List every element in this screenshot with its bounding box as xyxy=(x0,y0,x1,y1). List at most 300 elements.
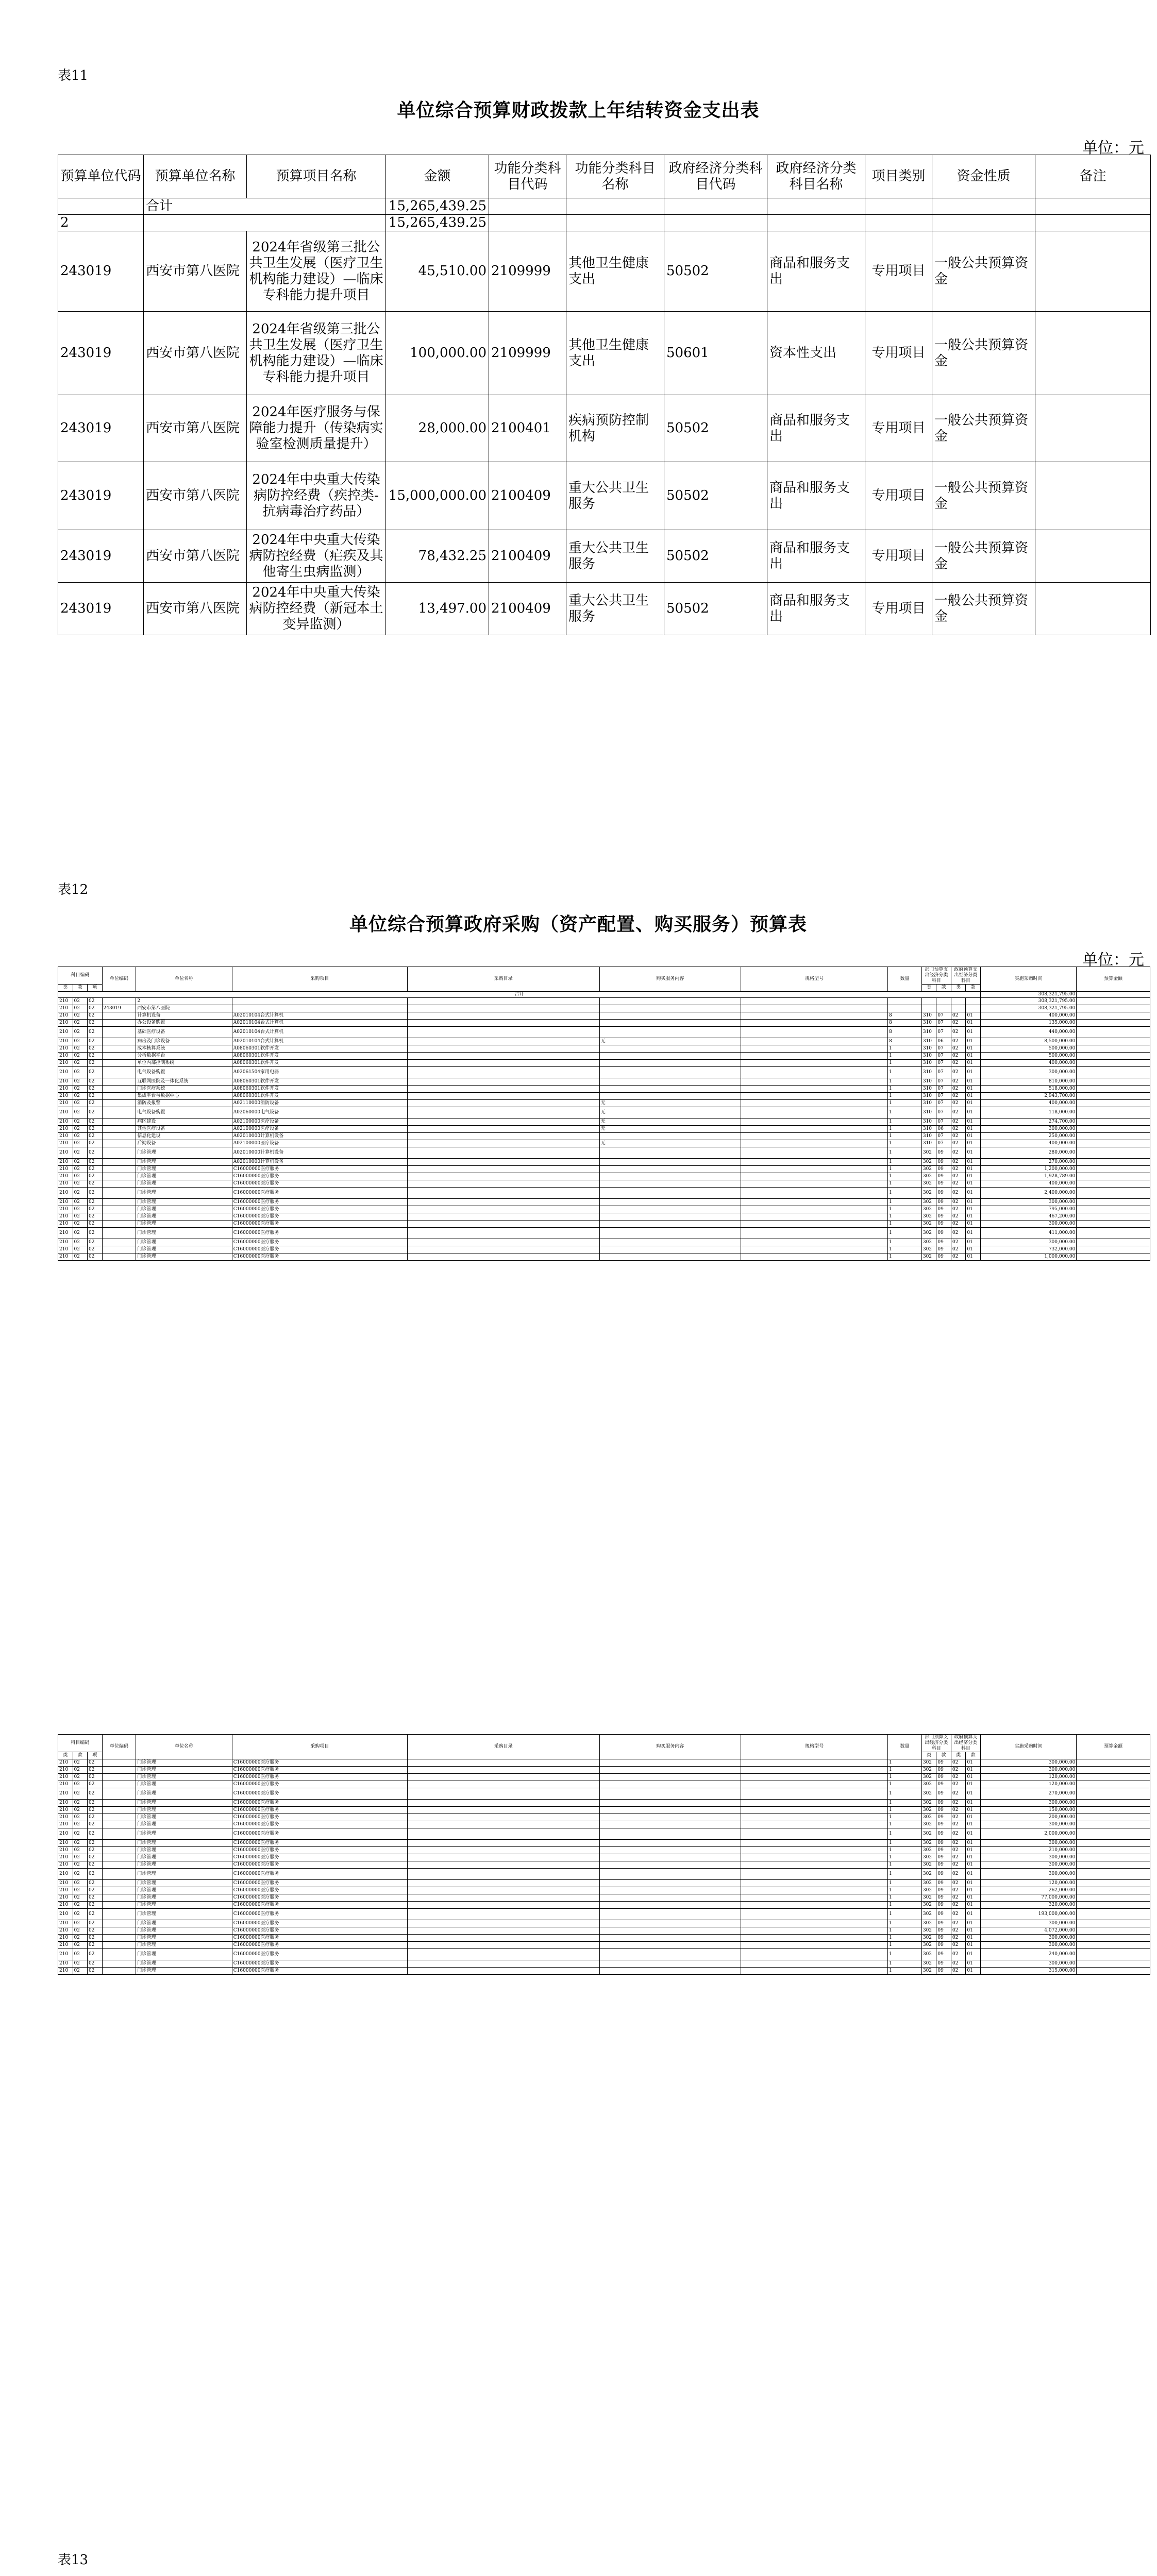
cell: 02 xyxy=(951,1942,966,1949)
cell: 01 xyxy=(966,1038,981,1045)
cell xyxy=(599,1086,741,1093)
table-row xyxy=(58,1012,1150,1020)
cell: 1 xyxy=(888,1199,922,1206)
cell xyxy=(102,1166,136,1173)
cell: 1 xyxy=(888,1086,922,1093)
cell-ecode: 50502 xyxy=(664,583,767,635)
cell: 01 xyxy=(966,1968,981,1975)
cell xyxy=(102,1100,136,1107)
cell: 02 xyxy=(73,1206,88,1213)
cell xyxy=(1077,1788,1150,1800)
cell: 后勤设备 xyxy=(136,1140,232,1147)
cell: 210 xyxy=(58,1942,73,1949)
cell xyxy=(951,998,966,1005)
total-row xyxy=(58,992,1150,998)
cell: 09 xyxy=(936,1774,951,1781)
cell: 810,000.00 xyxy=(980,1078,1076,1086)
cell: 210 xyxy=(58,1199,73,1206)
cell xyxy=(966,1005,981,1012)
cell-fcode: 2100401 xyxy=(489,395,566,462)
cell: 02 xyxy=(73,1902,88,1909)
cell: 09 xyxy=(936,1902,951,1909)
cell xyxy=(741,1927,887,1935)
cell xyxy=(102,1894,136,1902)
cell: 310 xyxy=(921,1027,936,1038)
cell xyxy=(102,1253,136,1261)
cell: 302 xyxy=(921,1206,936,1213)
cell: 300,000.00 xyxy=(980,1126,1076,1133)
cell: 1 xyxy=(888,1180,922,1188)
cell: 02 xyxy=(88,1180,103,1188)
summary-code: 2 xyxy=(58,215,144,231)
cell: 302 xyxy=(921,1781,936,1788)
cell: 300,000.00 xyxy=(980,1821,1076,1828)
cell xyxy=(102,1159,136,1166)
cell-ename: 商品和服务支出 xyxy=(767,231,865,312)
cell-amount: 15,000,000.00 xyxy=(386,462,489,530)
cell: 门诊管理 xyxy=(136,1199,232,1206)
cell: 500,000.00 xyxy=(980,1053,1076,1060)
cell: A08060301软件开发 xyxy=(232,1045,407,1053)
cell xyxy=(599,1199,741,1206)
cell xyxy=(1077,1909,1150,1920)
empty-cell xyxy=(932,198,1035,215)
cell xyxy=(1077,1180,1150,1188)
cell-fund: 一般公共预算资金 xyxy=(932,395,1035,462)
t12-h-lei: 类 xyxy=(951,1752,966,1759)
cell xyxy=(102,1854,136,1861)
cell: 02 xyxy=(88,1767,103,1774)
cell: 02 xyxy=(88,1807,103,1814)
cell: 02 xyxy=(73,1173,88,1180)
cell xyxy=(1077,1781,1150,1788)
cell: 09 xyxy=(936,1869,951,1880)
cell xyxy=(599,1221,741,1228)
cell xyxy=(407,1093,599,1100)
cell xyxy=(1077,1045,1150,1053)
cell: 02 xyxy=(951,1246,966,1253)
cell: 门诊管理 xyxy=(136,1239,232,1246)
cell: 02 xyxy=(73,1935,88,1942)
cell: 302 xyxy=(921,1147,936,1159)
cell: 302 xyxy=(921,1759,936,1767)
cell: 302 xyxy=(921,1188,936,1199)
cell: 02 xyxy=(88,1887,103,1894)
t12-h-time: 实施采购时间 xyxy=(980,967,1076,992)
cell xyxy=(102,1880,136,1887)
cell: 310 xyxy=(921,1140,936,1147)
table-row xyxy=(58,1920,1150,1927)
t12-h-kuan: 款 xyxy=(966,985,981,992)
cell: 门诊管理 xyxy=(136,1909,232,1920)
t12-h-time: 实施采购时间 xyxy=(980,1735,1076,1759)
cell xyxy=(407,1067,599,1078)
cell: 门诊管理 xyxy=(136,1920,232,1927)
cell: 02 xyxy=(951,1093,966,1100)
t12-h-kuan: 款 xyxy=(73,985,88,992)
cell: A08060301软件开发 xyxy=(232,1060,407,1067)
table-row xyxy=(58,1126,1150,1133)
cell: 210 xyxy=(58,1221,73,1228)
cell: 01 xyxy=(966,1159,981,1166)
t12-h-catalog: 采购目录 xyxy=(407,1735,599,1759)
cell: 01 xyxy=(966,1869,981,1880)
cell: 02 xyxy=(951,1012,966,1020)
cell: C16000000医疗服务 xyxy=(232,1902,407,1909)
cell: 01 xyxy=(966,1847,981,1854)
cell xyxy=(741,1949,887,1960)
table-12-label: 表12 xyxy=(58,882,89,897)
cell: 302 xyxy=(921,1253,936,1261)
cell: 01 xyxy=(966,1012,981,1020)
cell-ecode: 50502 xyxy=(664,395,767,462)
cell: C16000000医疗服务 xyxy=(232,1960,407,1968)
cell: 302 xyxy=(921,1173,936,1180)
t12-h-xiang: 项 xyxy=(88,985,103,992)
cell-fund: 一般公共预算资金 xyxy=(932,530,1035,583)
cell: 210 xyxy=(58,1107,73,1118)
t12-h-project: 采购项目 xyxy=(232,1735,407,1759)
cell-ecode: 50502 xyxy=(664,231,767,312)
cell: 07 xyxy=(936,1067,951,1078)
cell xyxy=(741,1821,887,1828)
cell: 09 xyxy=(936,1821,951,1828)
cell xyxy=(741,1067,887,1078)
cell: 02 xyxy=(951,1078,966,1086)
cell: 02 xyxy=(88,1840,103,1847)
cell: 02 xyxy=(951,1847,966,1854)
cell xyxy=(599,1902,741,1909)
cell: 01 xyxy=(966,1960,981,1968)
cell: 300,000.00 xyxy=(980,1199,1076,1206)
cell: 09 xyxy=(936,1909,951,1920)
cell: 07 xyxy=(936,1053,951,1060)
cell: 01 xyxy=(966,1949,981,1960)
cell xyxy=(407,1147,599,1159)
cell xyxy=(407,1206,599,1213)
cell xyxy=(1077,1107,1150,1118)
cell: 02 xyxy=(951,1968,966,1975)
cell: 02 xyxy=(951,1188,966,1199)
cell: 02 xyxy=(88,1027,103,1038)
cell: 02 xyxy=(73,1894,88,1902)
table-row xyxy=(58,1188,1150,1199)
cell: 09 xyxy=(936,1213,951,1221)
cell xyxy=(102,1759,136,1767)
cell: 210 xyxy=(58,1118,73,1126)
cell: 01 xyxy=(966,1894,981,1902)
cell: 1 xyxy=(888,1173,922,1180)
table-row xyxy=(58,1133,1150,1140)
cell xyxy=(741,1206,887,1213)
cell: 302 xyxy=(921,1821,936,1828)
cell: 310 xyxy=(921,1086,936,1093)
cell-project: 2024年中央重大传染病防控经费（疟疾及其他寄生虫病监测） xyxy=(247,530,386,583)
cell: C16000000医疗服务 xyxy=(232,1828,407,1840)
cell: 300,000.00 xyxy=(980,1067,1076,1078)
cell xyxy=(102,1840,136,1847)
cell: 07 xyxy=(936,1086,951,1093)
cell: 02 xyxy=(951,1774,966,1781)
t12-h-unit_code: 单位编码 xyxy=(102,967,136,992)
cell-ecode: 50502 xyxy=(664,530,767,583)
cell: 01 xyxy=(966,1887,981,1894)
t12-h-sub_b: 政府预算支出经济分类科目 xyxy=(951,967,980,985)
t12-h-xiang: 项 xyxy=(88,1752,103,1759)
cell: 302 xyxy=(921,1800,936,1807)
cell: 302 xyxy=(921,1909,936,1920)
cell: C16000000医疗服务 xyxy=(232,1920,407,1927)
cell xyxy=(741,1239,887,1246)
cell: 无 xyxy=(599,1100,741,1107)
cell xyxy=(407,1807,599,1814)
cell: 02 xyxy=(88,1078,103,1086)
table-row xyxy=(58,395,1151,462)
cell: 01 xyxy=(966,1027,981,1038)
cell: 210 xyxy=(58,1759,73,1767)
cell: 210 xyxy=(58,1100,73,1107)
cell: 210 xyxy=(58,1027,73,1038)
cell: 302 xyxy=(921,1960,936,1968)
empty-cell xyxy=(566,215,664,231)
cell: 02 xyxy=(951,1206,966,1213)
cell xyxy=(741,1246,887,1253)
table-row xyxy=(58,1093,1150,1100)
cell: 门诊管理 xyxy=(136,1960,232,1968)
cell: C16000000医疗服务 xyxy=(232,1173,407,1180)
cell: 09 xyxy=(936,1927,951,1935)
cell: 02 xyxy=(88,1814,103,1821)
cell: 07 xyxy=(936,1133,951,1140)
table-row xyxy=(58,1045,1150,1053)
cell xyxy=(1077,1927,1150,1935)
cell: 01 xyxy=(966,1854,981,1861)
cell: 06 xyxy=(936,1038,951,1045)
cell: 01 xyxy=(966,1228,981,1239)
cell xyxy=(102,1147,136,1159)
cell: 02 xyxy=(73,1199,88,1206)
cell-note xyxy=(1035,395,1151,462)
cell: 门诊管理 xyxy=(136,1173,232,1180)
cell: 02 xyxy=(951,1781,966,1788)
cell: 02 xyxy=(951,1027,966,1038)
table-11-label: 表11 xyxy=(58,68,89,83)
cell: 门诊管理 xyxy=(136,1759,232,1767)
cell: A08060301软件开发 xyxy=(232,1086,407,1093)
cell xyxy=(407,1126,599,1133)
cell xyxy=(1077,1093,1150,1100)
cell: 病区建设 xyxy=(136,1118,232,1126)
cell: 02 xyxy=(73,1847,88,1854)
cell xyxy=(102,1221,136,1228)
cell: 02 xyxy=(951,1821,966,1828)
cell xyxy=(407,1166,599,1173)
cell: 门诊管理 xyxy=(136,1935,232,1942)
cell xyxy=(102,1814,136,1821)
cell: 01 xyxy=(966,1140,981,1147)
cell xyxy=(407,1814,599,1821)
cell xyxy=(407,1012,599,1020)
cell: 02 xyxy=(88,1821,103,1828)
cell xyxy=(102,1199,136,1206)
cell: 门诊管理 xyxy=(136,1807,232,1814)
cell: 310 xyxy=(921,1118,936,1126)
cell: 02 xyxy=(73,1045,88,1053)
cell: 210 xyxy=(58,1180,73,1188)
cell xyxy=(1077,1086,1150,1093)
cell: 310 xyxy=(921,1012,936,1020)
cell: 4,072,000.00 xyxy=(980,1927,1076,1935)
cell xyxy=(741,1759,887,1767)
cell-fcode: 2109999 xyxy=(489,312,566,395)
cell: 门诊管理 xyxy=(136,1861,232,1869)
cell: 02 xyxy=(951,1869,966,1880)
cell-amount: 100,000.00 xyxy=(386,312,489,395)
cell xyxy=(1077,1140,1150,1147)
cell xyxy=(599,1147,741,1159)
cell xyxy=(407,1078,599,1086)
cell xyxy=(599,1053,741,1060)
t12-h-subject: 科目编码 xyxy=(58,967,103,985)
cell xyxy=(741,1828,887,1840)
cell xyxy=(102,998,136,1005)
cell xyxy=(1077,1118,1150,1126)
cell: 门诊管理 xyxy=(136,1949,232,1960)
cell xyxy=(102,1781,136,1788)
header-row xyxy=(58,967,1150,985)
cell xyxy=(741,1774,887,1781)
cell: 795,000.00 xyxy=(980,1206,1076,1213)
table-row xyxy=(58,1788,1150,1800)
cell: 07 xyxy=(936,1045,951,1053)
cell: 210 xyxy=(58,1894,73,1902)
cell: 210 xyxy=(58,1206,73,1213)
cell: 01 xyxy=(966,1253,981,1261)
cell: 210 xyxy=(58,1038,73,1045)
cell: C16000000医疗服务 xyxy=(232,1840,407,1847)
cell: 118,000.00 xyxy=(980,1107,1076,1118)
cell: 门诊管理 xyxy=(136,1228,232,1239)
t12-h-amount: 预算金额 xyxy=(1077,967,1150,992)
cell-unit: 西安市第八医院 xyxy=(144,462,247,530)
cell: 09 xyxy=(936,1935,951,1942)
cell xyxy=(1077,1968,1150,1975)
cell: 02 xyxy=(88,1909,103,1920)
cell: 1 xyxy=(888,1767,922,1774)
cell: 210 xyxy=(58,1774,73,1781)
cell xyxy=(1077,1188,1150,1199)
cell-code: 243019 xyxy=(58,462,144,530)
cell xyxy=(1077,1800,1150,1807)
cell xyxy=(599,1173,741,1180)
cell: 01 xyxy=(966,1909,981,1920)
cell: 02 xyxy=(951,1800,966,1807)
cell: 门诊管理 xyxy=(136,1781,232,1788)
cell xyxy=(102,1206,136,1213)
cell: 1 xyxy=(888,1894,922,1902)
header-econ-code: 政府经济分类科目代码 xyxy=(664,155,767,198)
cell: C16000000医疗服务 xyxy=(232,1869,407,1880)
cell xyxy=(741,1173,887,1180)
cell xyxy=(599,1180,741,1188)
cell: C16000000医疗服务 xyxy=(232,1206,407,1213)
cell xyxy=(407,1133,599,1140)
cell: 01 xyxy=(966,1880,981,1887)
table-row xyxy=(58,1213,1150,1221)
cell: 07 xyxy=(936,1020,951,1027)
cell: C16000000医疗服务 xyxy=(232,1880,407,1887)
cell: C16000000医疗服务 xyxy=(232,1807,407,1814)
cell: 02 xyxy=(88,1942,103,1949)
cell xyxy=(102,1133,136,1140)
cell: 310 xyxy=(921,1126,936,1133)
cell: 210 xyxy=(58,1126,73,1133)
cell: 02 xyxy=(951,1147,966,1159)
cell-fund: 一般公共预算资金 xyxy=(932,583,1035,635)
cell: 02 xyxy=(951,1199,966,1206)
cell: C16000000医疗服务 xyxy=(232,1228,407,1239)
cell: 02 xyxy=(951,1173,966,1180)
cell: 电气设备购置 xyxy=(136,1067,232,1078)
cell: 02 xyxy=(73,1100,88,1107)
cell: 门诊管理 xyxy=(136,1894,232,1902)
cell xyxy=(599,1960,741,1968)
cell: 210 xyxy=(58,1781,73,1788)
cell: 门诊管理 xyxy=(136,1213,232,1221)
cell: 120,000.00 xyxy=(980,1880,1076,1887)
header-unit-code: 预算单位代码 xyxy=(58,155,144,198)
cell: 01 xyxy=(966,1221,981,1228)
cell: 02 xyxy=(73,1949,88,1960)
cell: A08060301软件开发 xyxy=(232,1053,407,1060)
t12-h-unit_name: 单位名称 xyxy=(136,967,232,992)
cell xyxy=(599,1012,741,1020)
table-row xyxy=(58,1861,1150,1869)
cell: 1 xyxy=(888,1206,922,1213)
cell xyxy=(102,1927,136,1935)
cell: 02 xyxy=(73,1968,88,1975)
cell: 02 xyxy=(88,1140,103,1147)
table-row xyxy=(58,1828,1150,1840)
cell: 02 xyxy=(951,1253,966,1261)
cell: 02 xyxy=(73,1213,88,1221)
t12-h-lei: 类 xyxy=(951,985,966,992)
cell: 09 xyxy=(936,1788,951,1800)
cell xyxy=(741,1814,887,1821)
t12-h-kuan: 款 xyxy=(936,1752,951,1759)
cell xyxy=(599,1228,741,1239)
cell: 120,000.00 xyxy=(980,1774,1076,1781)
cell: 02 xyxy=(73,1814,88,1821)
cell: 02 xyxy=(88,1053,103,1060)
cell: 02 xyxy=(73,1086,88,1093)
cell-type: 专用项目 xyxy=(865,530,932,583)
t12-h-service: 购买服务内容 xyxy=(599,967,741,992)
cell: 门诊管理 xyxy=(136,1821,232,1828)
cell: 1 xyxy=(888,1887,922,1894)
summary-label xyxy=(144,215,386,231)
cell xyxy=(407,1800,599,1807)
cell: 400,000.00 xyxy=(980,1060,1076,1067)
cell xyxy=(102,1935,136,1942)
cell xyxy=(102,1012,136,1020)
cell xyxy=(407,1828,599,1840)
cell: 270,000.00 xyxy=(980,1159,1076,1166)
cell xyxy=(407,1140,599,1147)
cell: 07 xyxy=(936,1078,951,1086)
cell: 1 xyxy=(888,1821,922,1828)
table-row xyxy=(58,1005,1150,1012)
